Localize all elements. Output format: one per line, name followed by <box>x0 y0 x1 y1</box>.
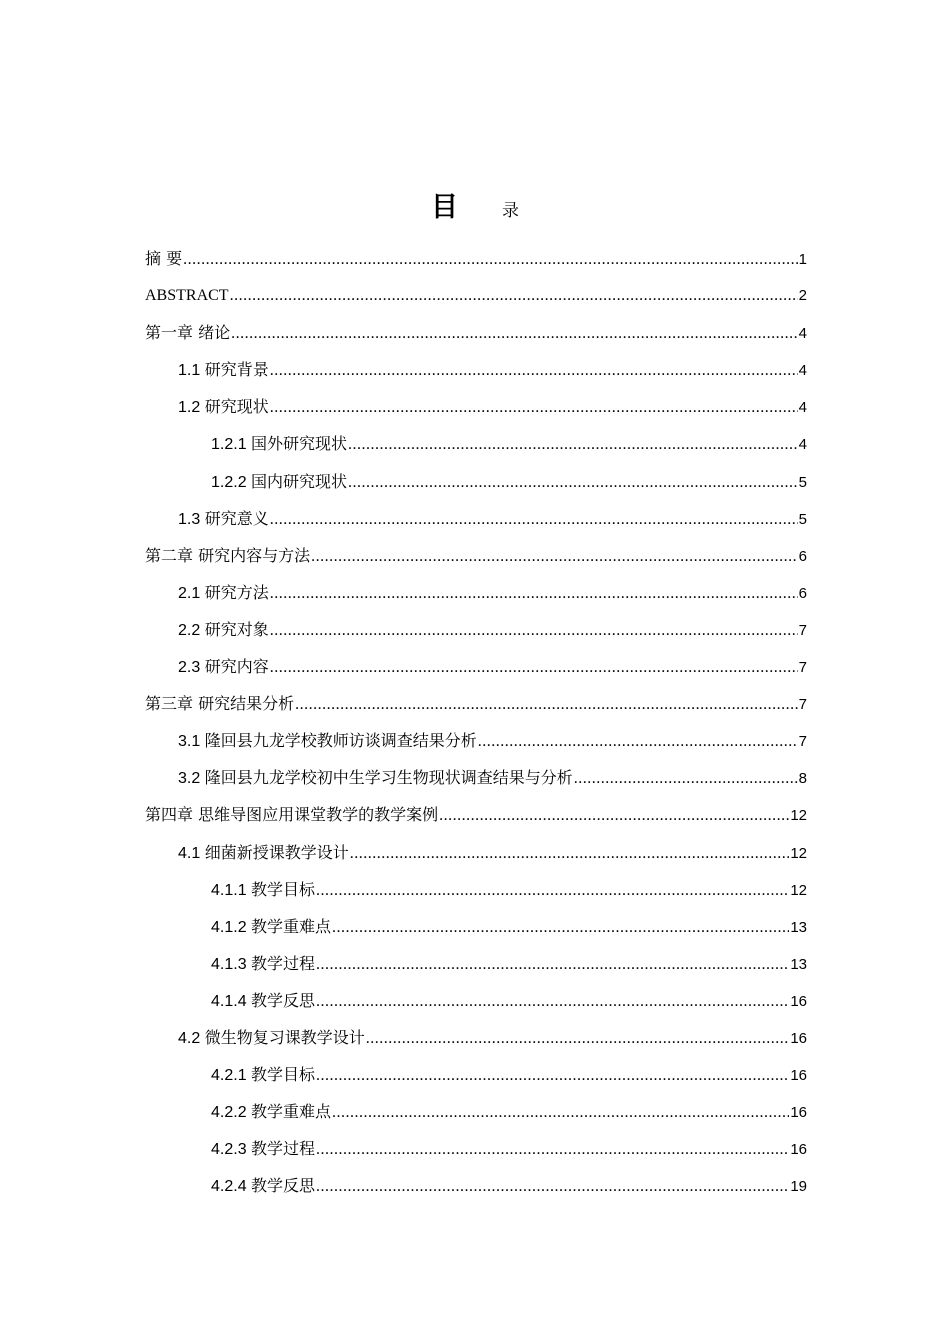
toc-entry-number: 4.2.3 <box>211 1141 252 1159</box>
toc-entry-number: 4.1.4 <box>211 992 252 1010</box>
toc-page-number: 8 <box>798 770 807 788</box>
toc-entry-label: 第一章 绪论 <box>145 323 231 343</box>
toc-entry-label: 教学反思 <box>251 1176 316 1196</box>
toc-leader-dots <box>270 389 798 426</box>
toc-entry-number: 3.2 <box>178 770 205 788</box>
toc-leader-dots <box>316 1057 789 1094</box>
toc-entry-label: 研究现状 <box>204 397 269 417</box>
toc-entry[interactable] <box>145 1130 807 1167</box>
toc-entry-number: 1.2 <box>178 399 205 417</box>
toc-page-number: 5 <box>798 510 807 528</box>
toc-entry[interactable] <box>145 240 807 277</box>
toc-leader-dots <box>316 983 789 1020</box>
toc-entry-label: 研究意义 <box>204 508 269 528</box>
toc-entry-label: 研究方法 <box>204 582 269 602</box>
toc-leader-dots <box>316 946 789 983</box>
toc-page-number: 5 <box>798 473 807 491</box>
toc-entry[interactable] <box>145 871 807 908</box>
toc-leader-dots <box>230 277 798 314</box>
toc-entry-title <box>178 834 349 872</box>
toc-entry-title <box>145 685 294 723</box>
toc-page-number: 16 <box>790 1067 807 1085</box>
toc-entry-number: 4.1.3 <box>211 955 252 973</box>
toc-page-number: 12 <box>790 881 807 899</box>
toc-leader-dots <box>316 1131 789 1168</box>
toc-entry[interactable] <box>145 277 807 314</box>
toc-entry-label: 隆回县九龙学校初中生学习生物现状调查结果与分析 <box>204 768 573 788</box>
toc-entry[interactable] <box>145 388 807 425</box>
toc-entry-title <box>211 871 315 909</box>
toc-entry-label: 摘 要 <box>145 249 183 268</box>
toc-page-number: 6 <box>798 547 807 565</box>
toc-leader-dots <box>270 501 798 538</box>
toc-page-number: 6 <box>798 584 807 602</box>
toc-entry-label: 教学过程 <box>251 953 316 973</box>
toc-entry-label: 第二章 研究内容与方法 <box>145 545 311 565</box>
toc-page-number: 1 <box>798 251 807 268</box>
toc-leader-dots <box>183 241 798 278</box>
toc-page-number: 12 <box>790 807 807 825</box>
toc-entry-label: 教学重难点 <box>251 1102 332 1122</box>
toc-entry-title <box>145 796 438 834</box>
toc-entry[interactable] <box>145 500 807 537</box>
toc-entry-title <box>145 537 310 575</box>
toc-leader-dots <box>316 872 789 909</box>
toc-leader-dots <box>366 1020 790 1057</box>
toc-entry-title <box>211 425 347 463</box>
table-of-contents <box>145 240 807 1204</box>
title-char-2: 录 <box>502 201 519 221</box>
toc-entry-label: 第三章 研究结果分析 <box>145 694 295 714</box>
toc-entry[interactable] <box>145 945 807 982</box>
toc-entry[interactable] <box>145 1093 807 1130</box>
toc-entry[interactable] <box>145 1167 807 1204</box>
toc-entry-number: 3.1 <box>178 733 205 751</box>
toc-leader-dots <box>311 538 798 575</box>
toc-entry[interactable] <box>145 463 807 500</box>
toc-page-number: 16 <box>790 992 807 1010</box>
toc-entry-label: 微生物复习课教学设计 <box>204 1027 365 1047</box>
toc-entry-title <box>178 648 269 686</box>
toc-entry[interactable] <box>145 1019 807 1056</box>
toc-entry-title <box>178 759 573 797</box>
toc-leader-dots <box>332 1094 789 1131</box>
toc-entry-label: 研究背景 <box>204 360 269 380</box>
toc-page-number: 4 <box>798 362 807 380</box>
toc-page-number: 4 <box>798 436 807 454</box>
toc-leader-dots <box>348 426 798 463</box>
toc-page-number: 13 <box>790 918 807 936</box>
toc-entry-number: 4.1.2 <box>211 918 252 936</box>
toc-entry-number: 2.3 <box>178 659 205 677</box>
toc-entry-label: 研究内容 <box>204 657 269 677</box>
toc-entry[interactable] <box>145 908 807 945</box>
toc-page-number: 12 <box>790 844 807 862</box>
toc-entry-number: 4.2.2 <box>211 1104 252 1122</box>
toc-page-number: 7 <box>798 733 807 751</box>
toc-leader-dots <box>270 575 798 612</box>
toc-page-number: 16 <box>790 1029 807 1047</box>
toc-entry-title <box>178 1019 365 1057</box>
toc-entry-title <box>211 982 315 1020</box>
toc-entry-title <box>211 908 331 946</box>
toc-page-number: 7 <box>798 659 807 677</box>
toc-entry-title <box>145 277 229 314</box>
title-char-1: 目 <box>431 192 458 223</box>
toc-entry-title <box>178 722 477 760</box>
toc-entry-number: 1.2.1 <box>211 436 252 454</box>
toc-leader-dots <box>270 612 798 649</box>
toc-leader-dots <box>350 835 790 872</box>
toc-entry-title <box>145 240 182 278</box>
toc-entry-title <box>211 1167 315 1205</box>
toc-page-number: 7 <box>798 696 807 714</box>
toc-page-number: 16 <box>790 1141 807 1159</box>
toc-leader-dots <box>574 760 798 797</box>
toc-page-number: 13 <box>790 955 807 973</box>
toc-leader-dots <box>295 686 798 723</box>
toc-leader-dots <box>332 909 789 946</box>
toc-entry-number: 4.2.1 <box>211 1067 252 1085</box>
toc-entry-number: 1.1 <box>178 362 205 380</box>
toc-entry[interactable] <box>145 314 807 351</box>
toc-entry-number: 2.2 <box>178 621 205 639</box>
toc-entry[interactable] <box>145 982 807 1019</box>
toc-entry-number: 4.1 <box>178 844 205 862</box>
toc-entry-label: 隆回县九龙学校教师访谈调查结果分析 <box>204 731 477 751</box>
toc-entry-number: 1.2.2 <box>211 473 252 491</box>
toc-entry-title <box>178 388 269 426</box>
toc-entry[interactable] <box>145 796 807 833</box>
toc-entry-number: 4.2.4 <box>211 1178 252 1196</box>
toc-entry-number: 2.1 <box>178 584 205 602</box>
toc-entry[interactable] <box>145 351 807 388</box>
toc-entry-label: 细菌新授课教学设计 <box>204 842 349 862</box>
toc-page-number: 16 <box>790 1104 807 1122</box>
toc-entry[interactable] <box>145 834 807 871</box>
toc-entry-number: 4.2 <box>178 1029 205 1047</box>
toc-entry-label: 第四章 思维导图应用课堂教学的教学案例 <box>145 805 439 825</box>
toc-entry[interactable] <box>145 1056 807 1093</box>
toc-entry-title <box>178 574 269 612</box>
toc-leader-dots <box>270 649 798 686</box>
toc-entry-label: 国内研究现状 <box>251 471 348 491</box>
toc-entry-title <box>211 1093 331 1131</box>
toc-entry-title <box>178 500 269 538</box>
toc-entry-title <box>178 351 269 389</box>
toc-entry-number: 4.1.1 <box>211 881 252 899</box>
toc-page-number: 7 <box>798 621 807 639</box>
toc-leader-dots <box>231 315 798 352</box>
toc-entry[interactable] <box>145 574 807 611</box>
toc-page-number: 2 <box>798 287 807 305</box>
toc-entry-label: 教学反思 <box>251 990 316 1010</box>
toc-entry-title <box>211 945 315 983</box>
toc-entry-label: 教学目标 <box>251 879 316 899</box>
toc-page-number: 19 <box>790 1178 807 1196</box>
toc-entry-label: 国外研究现状 <box>251 434 348 454</box>
toc-entry-title <box>211 1130 315 1168</box>
toc-entry-title <box>145 314 230 352</box>
toc-entry-label: 研究对象 <box>204 619 269 639</box>
page-title <box>0 192 950 227</box>
toc-entry-label: 教学目标 <box>251 1065 316 1085</box>
toc-entry[interactable] <box>145 722 807 759</box>
toc-entry-title <box>211 463 347 501</box>
toc-entry[interactable] <box>145 685 807 722</box>
toc-entry-number: 1.3 <box>178 510 205 528</box>
toc-entry[interactable] <box>145 425 807 462</box>
toc-leader-dots <box>348 464 798 501</box>
toc-entry-label: 教学重难点 <box>251 916 332 936</box>
toc-leader-dots <box>478 723 798 760</box>
toc-leader-dots <box>270 352 798 389</box>
toc-entry-label: ABSTRACT <box>145 287 229 305</box>
toc-entry[interactable] <box>145 648 807 685</box>
toc-page-number: 4 <box>798 399 807 417</box>
toc-entry[interactable] <box>145 759 807 796</box>
toc-entry-title <box>178 611 269 649</box>
toc-entry-title <box>211 1056 315 1094</box>
toc-entry[interactable] <box>145 611 807 648</box>
toc-leader-dots <box>316 1168 789 1205</box>
toc-entry-label: 教学过程 <box>251 1139 316 1159</box>
toc-page-number: 4 <box>798 325 807 343</box>
toc-leader-dots <box>439 797 789 834</box>
toc-entry[interactable] <box>145 537 807 574</box>
